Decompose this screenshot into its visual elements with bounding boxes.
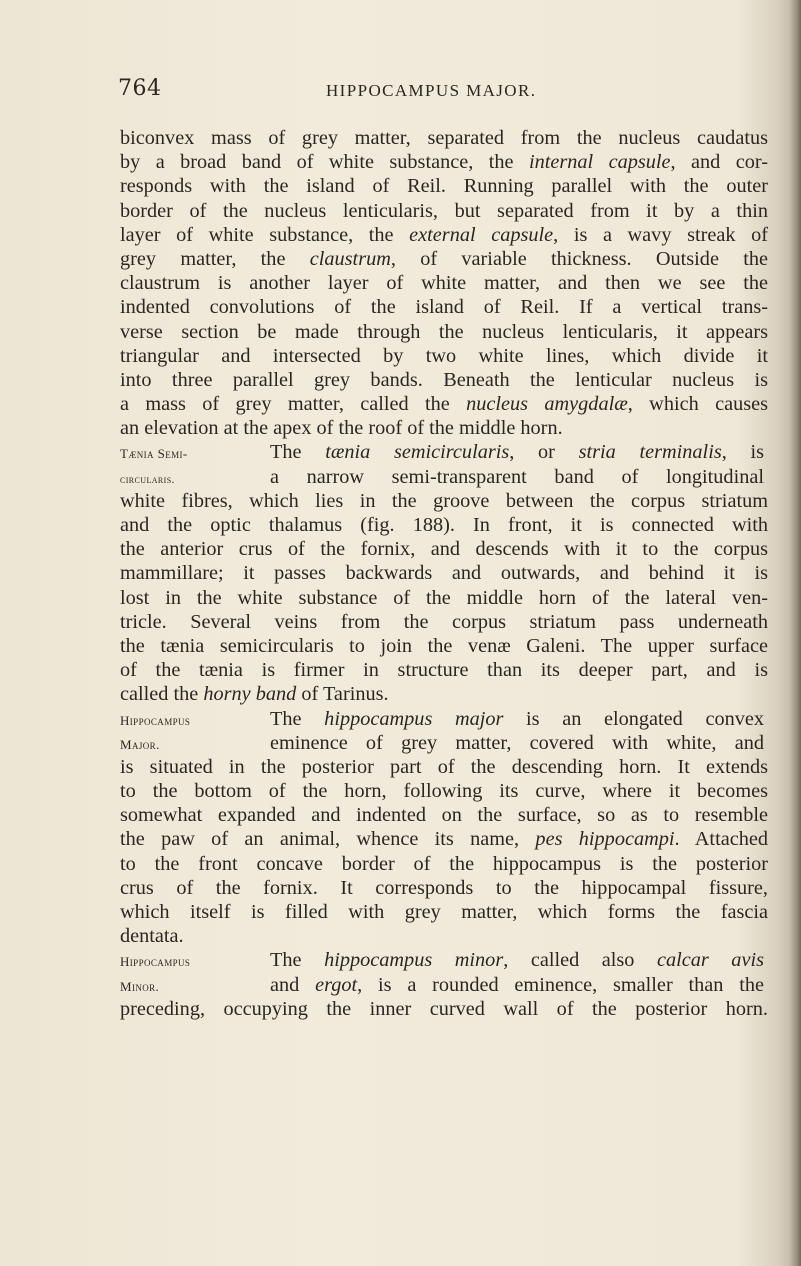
text-line: called the horny band of Tarinus.: [120, 683, 389, 706]
text-line: mammillare; it passes backwards and outwards, and behind it is: [120, 562, 768, 585]
text-line: and the optic thalamus (fig. 188). In front, it is connected with: [120, 514, 768, 536]
text-line: layer of white substance, the external capsule, is a wavy streak of: [120, 223, 768, 246]
text-line: of the tænia is firmer in structure than its deeper part, and is: [120, 659, 768, 682]
term-claustrum: claustrum: [309, 247, 391, 270]
text-line: claustrum is another layer of white matter, and then we see the: [120, 272, 768, 295]
text-line: circularis. a narrow semi-transparent band of longitudinal: [120, 465, 768, 489]
text-line: to the front concave border of the hippocampus is the posterior: [120, 852, 768, 875]
text-line: the paw of an animal, whence its name, pes hippocampi. Attached: [120, 828, 768, 851]
text-line: to the bottom of the horn, following its curve, where it becomes: [120, 780, 768, 803]
text-line: dentata.: [120, 925, 184, 948]
running-head: HIPPOCAMPUS MAJOR.: [326, 81, 537, 100]
text-line: white fibres, which lies in the groove between the corpus striatum: [120, 489, 768, 512]
sidenote-hippocampus-major: Hippocampus: [120, 712, 191, 728]
text-line: indented convolutions of the island of Reil. If a vertical trans-: [120, 296, 768, 319]
term-hippocampus-minor: hippocampus minor: [324, 949, 504, 972]
text-line: lost in the white substance of the middle horn of the lateral ven-: [120, 586, 768, 609]
text-line: somewhat expanded and indented on the surface, so as to resemble: [120, 804, 768, 827]
term-horny-band: horny band: [203, 683, 297, 706]
term-nucleus-amygdalae: nucleus amygdalæ: [466, 393, 628, 416]
term-stria-terminalis: stria terminalis: [578, 441, 722, 464]
text-line: triangular and intersected by two white lines, which divide it: [120, 344, 768, 367]
text-line: Major. eminence of grey matter, covered with white, and: [120, 731, 768, 755]
text-line: is situated in the posterior part of the descending horn. It extends: [120, 755, 768, 778]
text-line: preceding, occupying the inner curved wall of the posterior horn.: [120, 997, 768, 1020]
term-internal-capsule: internal capsule: [528, 151, 671, 174]
text-line: the tænia semicircularis to join the venæ Galeni. The upper surface: [120, 634, 768, 657]
text-line: by a broad band of white substance, the internal capsule, and cor-: [120, 151, 768, 174]
text-line: border of the nucleus lenticularis, but separated from it by a thin: [120, 199, 768, 222]
page-edge-shadow: [789, 0, 801, 1266]
text-line: Tænia Semi- The tænia semicircularis, or stria terminalis, is: [120, 440, 768, 464]
page-header: [0, 76, 801, 114]
sidenote-taenia: Tænia Semi-: [120, 446, 188, 462]
body-text: [120, 126, 768, 1021]
term-calcar-avis: calcar avis: [656, 949, 764, 972]
sidenote-taenia-cont: circularis.: [120, 473, 175, 486]
sidenote-hippocampus-minor-cont: Minor.: [120, 978, 160, 994]
text-line: Hippocampus The hippocampus major is an elongated convex: [120, 707, 768, 731]
text-line: Minor. and ergot, is a rounded eminence, smaller than the: [120, 973, 768, 997]
text-line: the anterior crus of the fornix, and descends with it to the corpus: [120, 538, 768, 561]
text-line: an elevation at the apex of the roof of the middle horn.: [120, 417, 563, 440]
text-line: biconvex mass of grey matter, separated from the nucleus caudatus: [120, 127, 768, 149]
term-external-capsule: external capsule: [409, 223, 554, 246]
text-line: into three parallel grey bands. Beneath the lenticular nucleus is: [120, 368, 768, 391]
text-line: grey matter, the claustrum, of variable thickness. Outside the: [120, 247, 769, 270]
term-taenia-semicircularis: tænia semicircularis: [325, 441, 510, 464]
text-line: a mass of grey matter, called the nucleus amygdalæ, which causes: [120, 393, 768, 416]
term-ergot: ergot: [315, 973, 358, 996]
text-line: Hippocampus The hippocampus minor, called also calcar avis: [120, 948, 768, 972]
sidenote-hippocampus-minor: Hippocampus: [120, 954, 191, 970]
text-line: responds with the island of Reil. Running parallel with the outer: [120, 175, 768, 198]
term-hippocampus-major: hippocampus major: [324, 707, 504, 730]
text-line: crus of the fornix. It corresponds to the hippocampal fissure,: [120, 876, 768, 899]
page-number: 764: [118, 76, 162, 101]
text-line: tricle. Several veins from the corpus striatum pass underneath: [120, 610, 768, 633]
text-line: verse section be made through the nucleus lenticularis, it appears: [120, 320, 768, 343]
term-pes-hippocampi: pes hippocampi: [535, 828, 675, 851]
text-line: which itself is filled with grey matter, which forms the fascia: [120, 901, 768, 923]
sidenote-hippocampus-major-cont: Major.: [120, 736, 160, 752]
